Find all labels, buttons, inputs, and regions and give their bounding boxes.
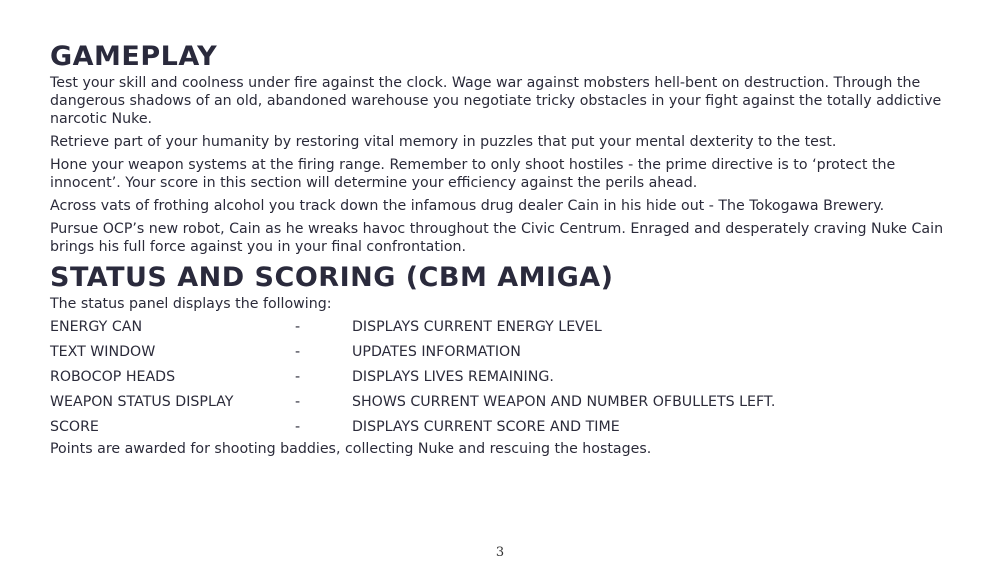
status-item: SCORE bbox=[50, 419, 99, 435]
status-row bbox=[50, 390, 970, 415]
status-description: UPDATES INFORMATION bbox=[352, 344, 521, 360]
status-row bbox=[50, 415, 970, 440]
status-item: TEXT WINDOW bbox=[50, 344, 156, 360]
status-intro: The status panel displays the following: bbox=[50, 296, 332, 312]
status-separator: - bbox=[295, 419, 301, 435]
status-heading: STATUS AND SCORING (CBM AMIGA) bbox=[50, 262, 614, 293]
gameplay-paragraph-1: Test your skill and coolness under fire against the clock. Wage war against mobsters hell-bent on destruction. Through the dangerous shadows of an old, abandoned warehouse you negotiate tricky obstacles in your fight against the totally addictive narcotic Nuke. bbox=[50, 75, 942, 127]
status-description: SHOWS CURRENT WEAPON AND NUMBER OFBULLETS LEFT. bbox=[352, 394, 776, 410]
gameplay-paragraph-2: Retrieve part of your humanity by restoring vital memory in puzzles that put your mental dexterity to the test. bbox=[50, 134, 837, 150]
gameplay-paragraph-3: Hone your weapon systems at the firing range. Remember to only shoot hostiles - the prime directive is to ‘protect the innocent’. Your score in this section will determine your efficiency against the perils ahead. bbox=[50, 157, 896, 191]
gameplay-paragraph-4: Across vats of frothing alcohol you track down the infamous drug dealer Cain in his hide out - The Tokogawa Brewery. bbox=[50, 198, 885, 214]
status-description: DISPLAYS CURRENT SCORE AND TIME bbox=[352, 419, 620, 435]
status-row bbox=[50, 315, 970, 340]
status-item: WEAPON STATUS DISPLAY bbox=[50, 394, 234, 410]
status-description: DISPLAYS CURRENT ENERGY LEVEL bbox=[352, 319, 602, 335]
status-separator: - bbox=[295, 394, 301, 410]
status-row bbox=[50, 340, 970, 365]
status-description: DISPLAYS LIVES REMAINING. bbox=[352, 369, 554, 385]
status-separator: - bbox=[295, 344, 301, 360]
manual-page bbox=[50, 40, 970, 463]
status-separator: - bbox=[295, 319, 301, 335]
gameplay-heading: GAMEPLAY bbox=[50, 41, 218, 72]
status-row bbox=[50, 365, 970, 390]
page-number: 3 bbox=[495, 545, 505, 560]
scoring-note: Points are awarded for shooting baddies, collecting Nuke and rescuing the hostages. bbox=[50, 441, 652, 457]
status-table bbox=[50, 315, 970, 440]
status-separator: - bbox=[295, 369, 301, 385]
gameplay-paragraph-5: Pursue OCP’s new robot, Cain as he wreaks havoc throughout the Civic Centrum. Enraged and desperately craving Nuke Cain brings his full force against you in your final confrontation. bbox=[50, 221, 944, 255]
status-item: ENERGY CAN bbox=[50, 319, 143, 335]
status-item: ROBOCOP HEADS bbox=[50, 369, 176, 385]
